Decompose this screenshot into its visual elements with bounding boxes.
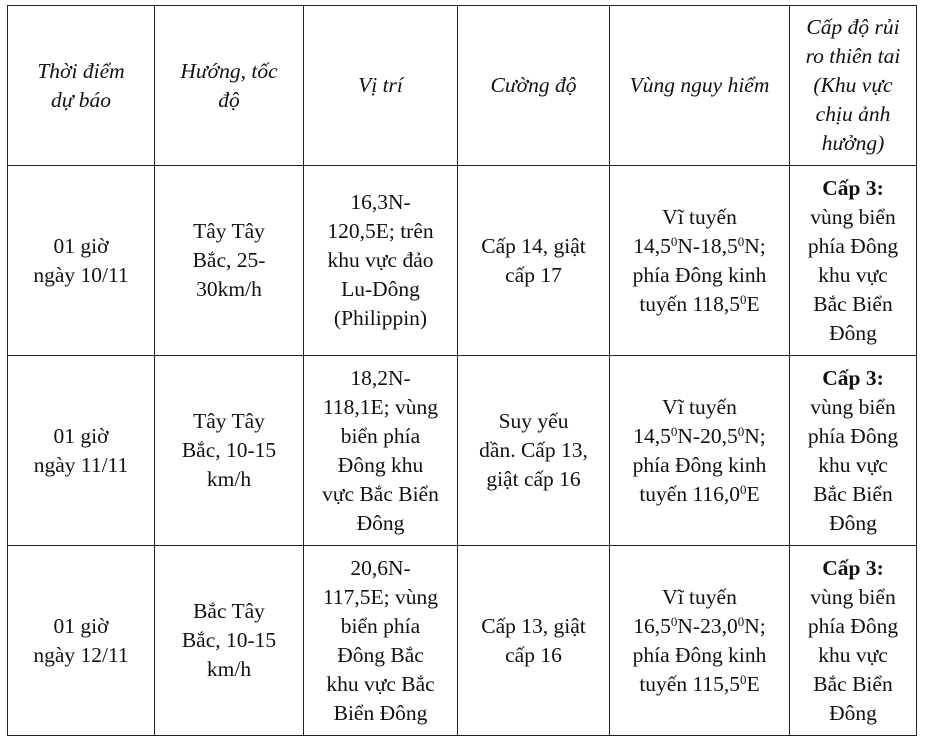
cell-text: km/h <box>206 657 252 681</box>
cell-time <box>8 546 155 736</box>
header-time <box>8 6 155 166</box>
table-row <box>8 166 917 356</box>
cell-text: Đông <box>829 510 877 535</box>
table-row <box>8 546 917 736</box>
cell-text: dần. Cấp 13, <box>479 438 588 462</box>
cell-text: biển phía <box>340 613 421 638</box>
cell-position <box>304 166 458 356</box>
cell-direction <box>155 356 304 546</box>
cell-text: Đông <box>356 510 405 535</box>
header-text: Vùng nguy hiểm <box>629 73 770 97</box>
cell-text: Tây Tây <box>193 219 265 243</box>
risk-level-label: Cấp 3: <box>822 175 884 200</box>
cell-intensity <box>458 166 610 356</box>
cell-text: Bắc, 25- <box>192 248 266 272</box>
cell-risk-level <box>790 166 917 356</box>
header-text: độ <box>218 87 240 112</box>
cell-text: vực Bắc Biển <box>322 481 439 506</box>
cell-text: khu vực <box>818 642 888 667</box>
cell-text: khu vực Bắc <box>326 671 435 696</box>
cell-text: 01 giờ <box>53 233 109 258</box>
cell-text: 120,5E; trên <box>327 219 434 243</box>
cell-text: khu vực <box>818 452 888 477</box>
cell-text: vùng biển <box>810 204 896 229</box>
cell-text: vùng biển <box>810 394 896 419</box>
cell-text: (Philippin) <box>333 306 428 330</box>
cell-text: Lu-Dông <box>341 277 420 301</box>
cell-text: 18,2N- <box>350 365 411 390</box>
cell-text: Bắc Biển <box>813 481 893 506</box>
cell-text: Suy yếu <box>498 409 569 433</box>
cell-text: giật cấp 16 <box>486 467 581 491</box>
cell-text: phía Đông <box>807 233 899 258</box>
cell-text: 118,1E; vùng <box>322 394 439 419</box>
cell-text: Biển Đông <box>333 700 428 725</box>
cell-text: Đông <box>829 320 877 345</box>
header-text: (Khu vực <box>813 73 893 97</box>
cell-text: 16,5$^0$N-23,0$^0$N; <box>633 613 766 638</box>
cell-text: km/h <box>206 467 252 491</box>
cell-text: Bắc Biển <box>813 671 893 696</box>
cell-text: 117,5E; vùng <box>322 584 439 609</box>
table-row <box>8 356 917 546</box>
cell-text: Bắc Biển <box>813 291 893 316</box>
cell-text: cấp 16 <box>505 642 562 667</box>
cell-text: biển phía <box>340 423 421 448</box>
header-text: dự báo <box>50 87 112 112</box>
cell-risk-level <box>790 546 917 736</box>
cell-text: phía Đông kinh <box>632 452 767 477</box>
risk-level-label: Cấp 3: <box>822 555 884 580</box>
cell-direction <box>155 546 304 736</box>
cell-text: 14,5$^0$N-20,5$^0$N; <box>633 423 766 448</box>
cell-text: Đông khu <box>337 452 424 477</box>
cell-text: Bắc, 10-15 <box>181 438 277 462</box>
cell-text: ngày 11/11 <box>33 452 129 477</box>
header-text: Cường độ <box>490 73 577 97</box>
cell-danger-zone <box>610 546 790 736</box>
cell-text: phía Đông <box>807 423 899 448</box>
cell-text: tuyến 115,5$^0$E <box>639 671 760 696</box>
cell-text: 14,5$^0$N-18,5$^0$N; <box>633 233 766 258</box>
cell-text: tuyến 116,0$^0$E <box>639 481 760 506</box>
cell-text: tuyến 118,5$^0$E <box>639 291 760 316</box>
header-risk-level <box>790 6 917 166</box>
header-direction <box>155 6 304 166</box>
header-text: ro thiên tai <box>805 44 901 68</box>
header-position <box>304 6 458 166</box>
cell-danger-zone <box>610 166 790 356</box>
header-text: Vị trí <box>358 73 403 97</box>
header-text: Thời điểm <box>37 58 125 83</box>
cell-text: phía Đông kinh <box>632 642 767 667</box>
cell-intensity <box>458 546 610 736</box>
cell-text: Đông Bắc <box>337 642 424 667</box>
header-danger-zone <box>610 6 790 166</box>
cell-position <box>304 356 458 546</box>
cell-text: Vĩ tuyến <box>662 584 737 609</box>
cell-text: vùng biển <box>810 584 896 609</box>
cell-direction <box>155 166 304 356</box>
cell-text: 20,6N- <box>350 555 411 580</box>
cell-text: 01 giờ <box>53 613 109 638</box>
header-text: hưởng) <box>821 131 885 155</box>
cell-text: Cấp 14, giật <box>481 233 586 258</box>
cell-position <box>304 546 458 736</box>
risk-level-label: Cấp 3: <box>822 365 884 390</box>
cell-text: Tây Tây <box>193 409 265 433</box>
cell-intensity <box>458 356 610 546</box>
header-text: Hướng, tốc <box>180 58 278 83</box>
header-text: Cấp độ rủi <box>806 15 900 39</box>
cell-text: ngày 10/11 <box>33 262 129 287</box>
cell-text: khu vực đảo <box>327 248 434 272</box>
cell-danger-zone <box>610 356 790 546</box>
cell-text: Cấp 13, giật <box>481 613 586 638</box>
cell-text: ngày 12/11 <box>33 642 129 667</box>
forecast-table <box>7 5 917 736</box>
cell-text: Vĩ tuyến <box>662 204 737 229</box>
header-text: chịu ảnh <box>815 102 891 126</box>
cell-text: Vĩ tuyến <box>662 394 737 419</box>
cell-time <box>8 166 155 356</box>
cell-text: Bắc, 10-15 <box>181 628 277 652</box>
cell-time <box>8 356 155 546</box>
cell-text: khu vực <box>818 262 888 287</box>
header-row <box>8 6 917 166</box>
header-intensity <box>458 6 610 166</box>
cell-text: 01 giờ <box>53 423 109 448</box>
cell-text: 30km/h <box>196 277 262 301</box>
cell-text: 16,3N- <box>350 190 411 214</box>
cell-text: Bắc Tây <box>193 599 265 623</box>
cell-text: phía Đông <box>807 613 899 638</box>
cell-text: Đông <box>829 700 877 725</box>
cell-risk-level <box>790 356 917 546</box>
cell-text: phía Đông kinh <box>632 262 767 287</box>
cell-text: cấp 17 <box>505 262 562 287</box>
